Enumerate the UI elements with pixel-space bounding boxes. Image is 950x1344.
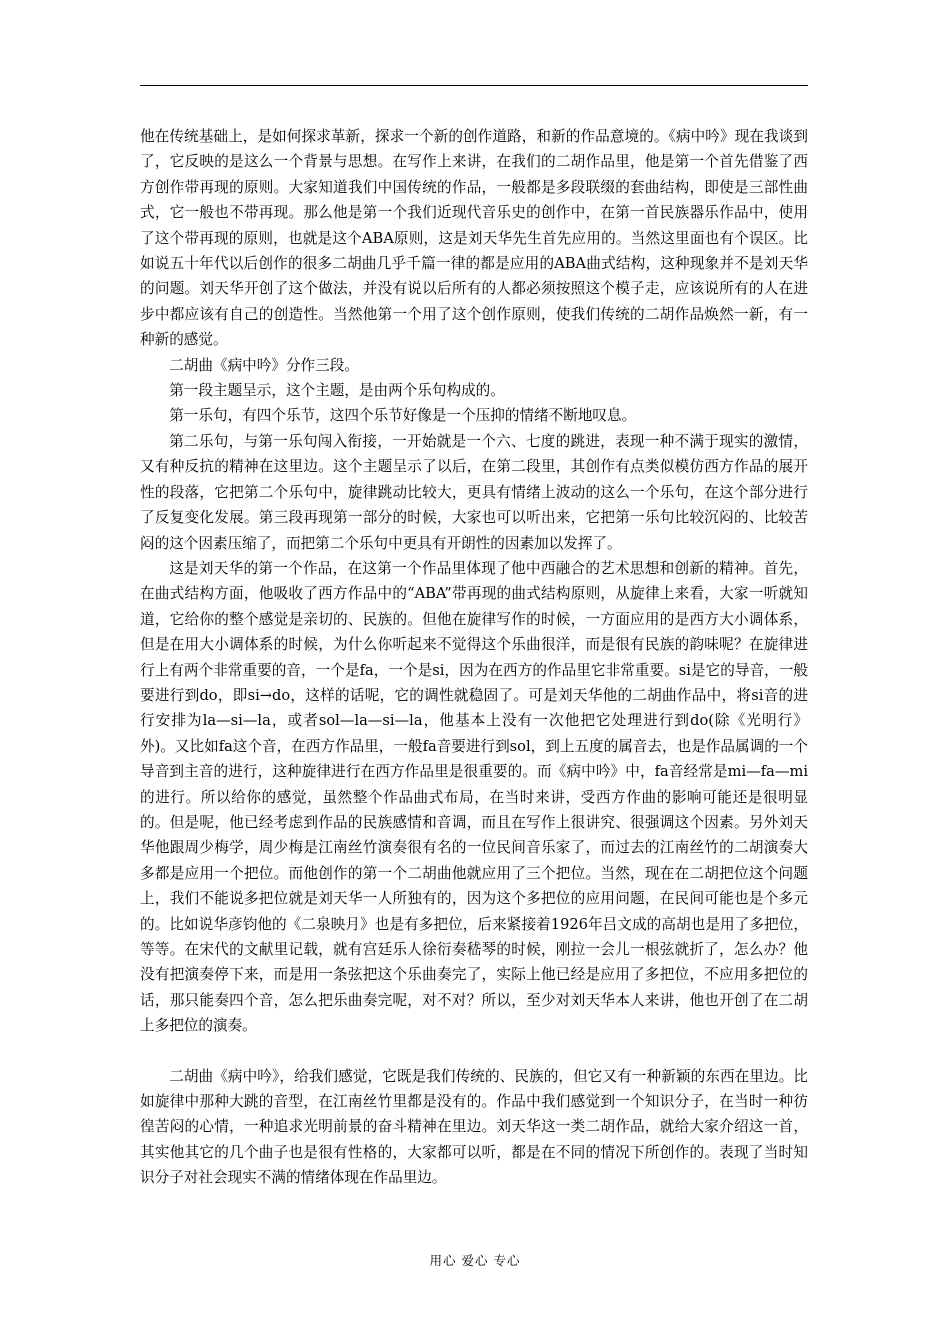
paragraph: 二胡曲《病中吟》分作三段。 [169, 356, 359, 374]
paragraph: 二胡曲《病中吟》，给我们感觉，它既是我们传统的、民族的，但它又有一种新颖的东西在里边。比如旋律中那种大跳的音型，在江南丝竹里都是没有的。作品中我们感觉到一个知识分子，在当时一种彷徨苦闷的心情，一种追求光明前景的奋斗精神在里边。刘天华这一类二胡作品，就给大家介绍这一首，其实他其它的几个曲子也是很有性格的，大家都可以听，都是在不同的情况下所创作的。表现了当时知识分子对社会现实不满的情绪体现在作品里边。 [140, 1067, 808, 1187]
header-rule [140, 85, 808, 86]
page-footer: 用心 爱心 专心 [429, 1253, 521, 1268]
paragraph: 这是刘天华的第一个作品，在这第一个作品里体现了他中西融合的艺术思想和创新的精神。首先，在曲式结构方面，他吸收了西方作品中的“ABA”带再现的曲式结构原则，从旋律上来看，大家一听就知道，它给你的整个感觉是亲切的、民族的。但他在旋律写作的时候，一方面应用的是西方大小调体系，但是在用大小调体系的时候，为什么你听起来不觉得这个乐曲很洋，而是很有民族的韵味呢？在旋律进行上有两个非常重要的音，一个是fa，一个是si，因为在西方的作品里它非常重要。si是它的导音，一般要进行到do，即si→do，这样的话呢，它的调性就稳固了。可是刘天华他的二胡曲作品中，将si音的进行安排为la—si—la，或者sol—la—si—la，他基本上没有一次他把它处理进行到do(除《光明行》外)。又比如fa这个音，在西方作品里，一般fa音要进行到sol，到上五度的属音去，也是作品属调的一个导音到主音的进行，这种旋律进行在西方作品里是很重要的。而《病中吟》中，fa音经常是mi—fa—mi的进行。所以给你的感觉，虽然整个作品曲式布局，在当时来讲，受西方作曲的影响可能还是很明显的。但是呢，他已经考虑到作品的民族感情和音调，而且在写作上很讲究、很强调这个因素。另外刘天华他跟周少梅学，周少梅是江南丝竹演奏很有名的一位民间音乐家了，而过去的江南丝竹的二胡演奏大多都是应用一个把位。而他创作的第一个二胡曲他就应用了三个把位。当然，现在在二胡把位这个问题上，我们不能说多把位就是刘天华一人所独有的，因为这个多把位的应用问题，在民间可能也是个多元的。比如说华彦钧他的《二泉映月》也是有多把位，后来紧接着1926年吕文成的高胡也是用了多把位，等等。在宋代的文献里记载，就有宫廷乐人徐衍奏嵇琴的时候，刚拉一会儿一根弦就折了，怎么办？他没有把演奏停下来，而是用一条弦把这个乐曲奏完了，实际上他已经是应用了多把位，不应用多把位的话，那只能奏四个音，怎么把乐曲奏完呢，对不对？所以，至少对刘天华本人来讲，他也开创了在二胡上多把位的演奏。 [140, 559, 808, 1035]
paragraph: 他在传统基础上，是如何探求革新，探求一个新的创作道路，和新的作品意境的。《病中吟》现在我谈到了，它反映的是这么一个背景与思想。在写作上来讲，在我们的二胡作品里，他是第一个首先借鉴了西方创作带再现的原则。大家知道我们中国传统的作品，一般都是多段联缀的套曲结构，即使是三部性曲式，它一般也不带再现。那么他是第一个我们近现代音乐史的创作中，在第一首民族器乐作品中，使用了这个带再现的原则，也就是这个ABA原则，这是刘天华先生首先应用的。当然这里面也有个误区。比如说五十年代以后创作的很多二胡曲几乎千篇一律的都是应用的ABA曲式结构，这种现象并不是刘天华的问题。刘天华开创了这个做法，并没有说以后所有的人都必须按照这个模子走，应该说所有的人在进步中都应该有自己的创造性。当然他第一个用了这个创作原则，使我们传统的二胡作品焕然一新，有一种新的感觉。 [140, 128, 808, 349]
paragraph: 第一段主题呈示，这个主题，是由两个乐句构成的。 [169, 382, 505, 400]
document-body [140, 124, 808, 1191]
paragraph: 第一乐句，有四个乐节，这四个乐节好像是一个压抑的情绪不断地叹息。 [169, 407, 637, 425]
paragraph: 第二乐句，与第一乐句闯入衔接，一开始就是一个六、七度的跳进，表现一种不满于现实的激情，又有种反抗的精神在这里边。这个主题呈示了以后，在第二段里，其创作有点类似模仿西方作品的展开性的段落，它把第二个乐句中，旋律跳动比较大，更具有情绪上波动的这么一个乐句，在这个部分进行了反复变化发展。第三段再现第一部分的时候，大家也可以听出来，它把第一乐句比较沉闷的、比较苦闷的这个因素压缩了，而把第二个乐句中更具有开朗性的因素加以发挥了。 [140, 432, 808, 552]
